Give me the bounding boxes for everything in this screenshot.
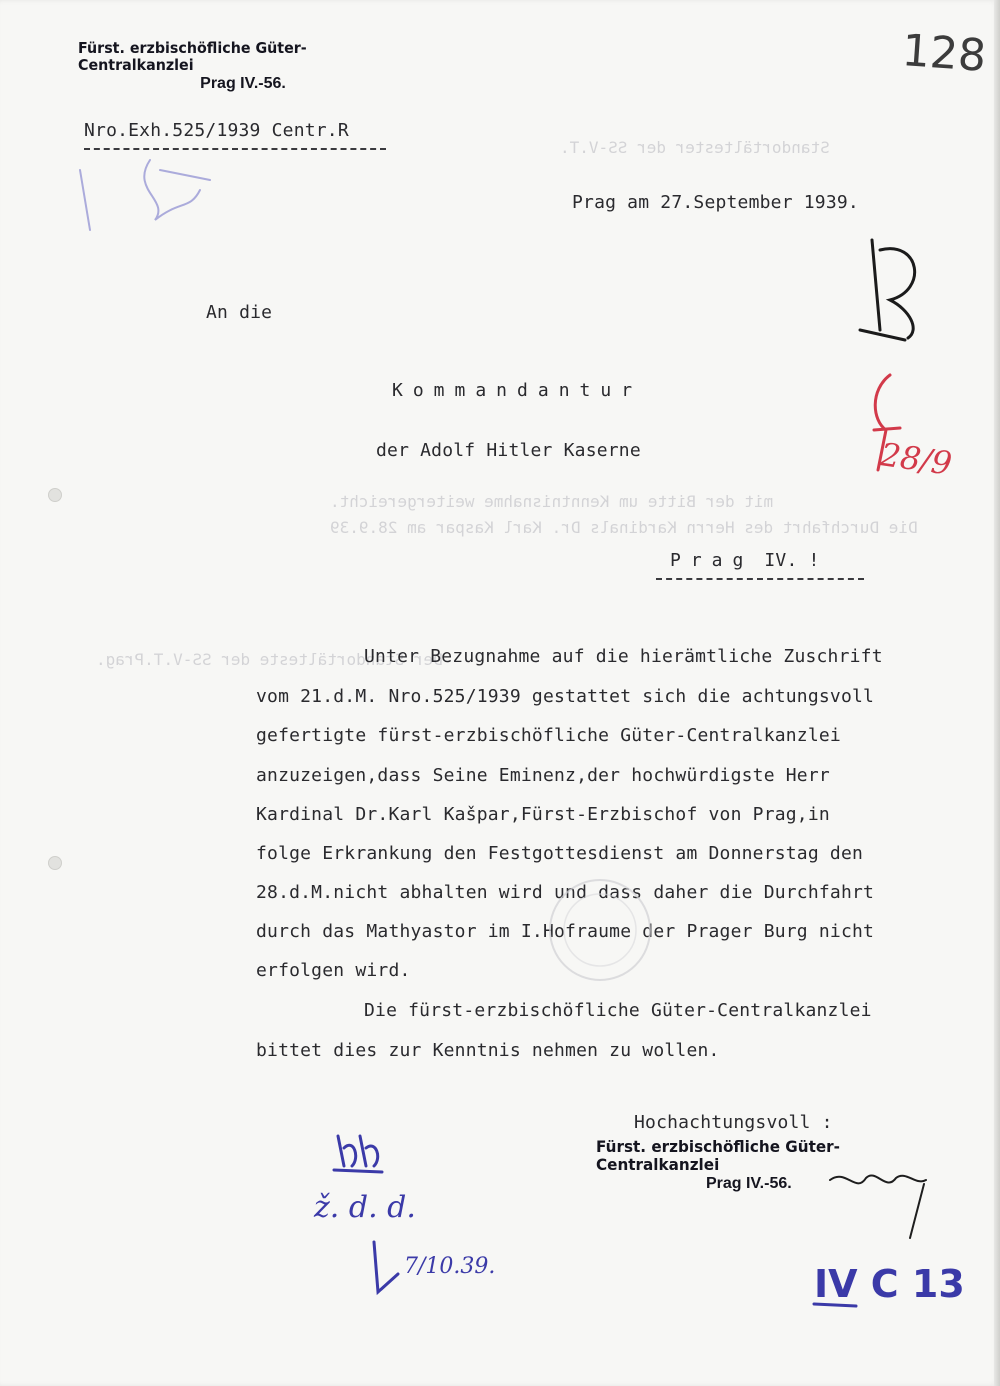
show-through-text: Die Durchfahrt des Herrn Kardinals Dr. Karl Kaspar am 28.9.39 — [330, 518, 918, 537]
folio-number: 128 — [900, 25, 988, 82]
faint-seal-impression — [540, 870, 660, 990]
body-line: Kardinal Dr.Karl Kašpar,Fürst-Erzbischof von Prag,in — [256, 804, 830, 825]
closing-greeting: Hochachtungsvoll : — [634, 1112, 833, 1133]
body-line: 28.d.M.nicht abhalten wird und dass daher die Durchfahrt — [256, 882, 875, 903]
letterhead-line1: Fürst. erzbischöfliche Güter-Centralkanzlei — [78, 39, 307, 75]
recipient-line2: der Adolf Hitler Kaserne — [376, 440, 641, 461]
handwritten-note: 7/10.39. — [404, 1254, 496, 1279]
salutation: An die — [206, 302, 273, 323]
letter-date: Prag am 27.September 1939. — [572, 192, 859, 213]
body-line: Unter Bezugnahme auf die hierämtliche Zuschrift — [364, 646, 883, 667]
signature — [826, 1164, 936, 1244]
recipient-underline — [656, 578, 864, 580]
blue-checkmark — [368, 1238, 408, 1298]
body-line: bittet dies zur Kenntnis nehmen zu wollen. — [256, 1040, 720, 1061]
signature-stamp-line2: Prag IV.-56. — [706, 1174, 792, 1192]
show-through-text: Der Standortälteste der SS-V.T.Prag. — [96, 650, 443, 669]
body-line: anzuzeigen,dass Seine Eminenz,der hochwürdigste Herr — [256, 765, 830, 786]
reference-number: Nro.Exh.525/1939 Centr.R — [84, 120, 349, 141]
body-line: folge Erkrankung den Festgottesdienst am Donnerstag den — [256, 843, 864, 864]
body-line: Die fürst-erzbischöfliche Güter-Centralkanzlei — [364, 1000, 872, 1021]
body-line: gefertigte fürst-erzbischöfliche Güter-Centralkanzlei — [256, 725, 841, 746]
pencil-paraph-mark — [850, 220, 930, 350]
punch-hole — [48, 488, 62, 502]
show-through-text: Standortältester der SS-V.T. — [560, 138, 830, 157]
letterhead-line2: Prag IV.-56. — [200, 74, 286, 92]
blue-margin-scribble — [60, 150, 220, 240]
recipient-city: Prag — [670, 550, 754, 571]
letterhead-stamp — [78, 40, 408, 93]
body-line: durch das Mathyastor im I.Hofraume der Prager Burg nicht — [256, 921, 875, 942]
archive-code-underline — [812, 1300, 862, 1310]
recipient-line3 — [670, 550, 820, 571]
body-line: vom 21.d.M. Nro.525/1939 gestattet sich die achtungsvoll — [256, 686, 875, 707]
archive-code: IV C 13 — [814, 1262, 965, 1306]
page-edge — [994, 0, 1000, 1386]
signature-stamp-line1: Fürst. erzbischöfliche Güter-Centralkanzlei — [596, 1137, 840, 1175]
red-initial-mark — [860, 370, 920, 490]
body-line: erfolgen wird. — [256, 960, 411, 981]
margin-date-red: 28/9 — [877, 435, 955, 483]
blue-initials — [330, 1128, 390, 1178]
punch-hole — [48, 856, 62, 870]
handwritten-note: ž. d. d. — [314, 1190, 416, 1225]
show-through-text: mit der Bitte um Kenntnisnahme weitergereicht. — [330, 492, 774, 511]
recipient-city-suffix: IV. ! — [753, 550, 820, 571]
recipient-line1: Kommandantur — [392, 380, 643, 401]
